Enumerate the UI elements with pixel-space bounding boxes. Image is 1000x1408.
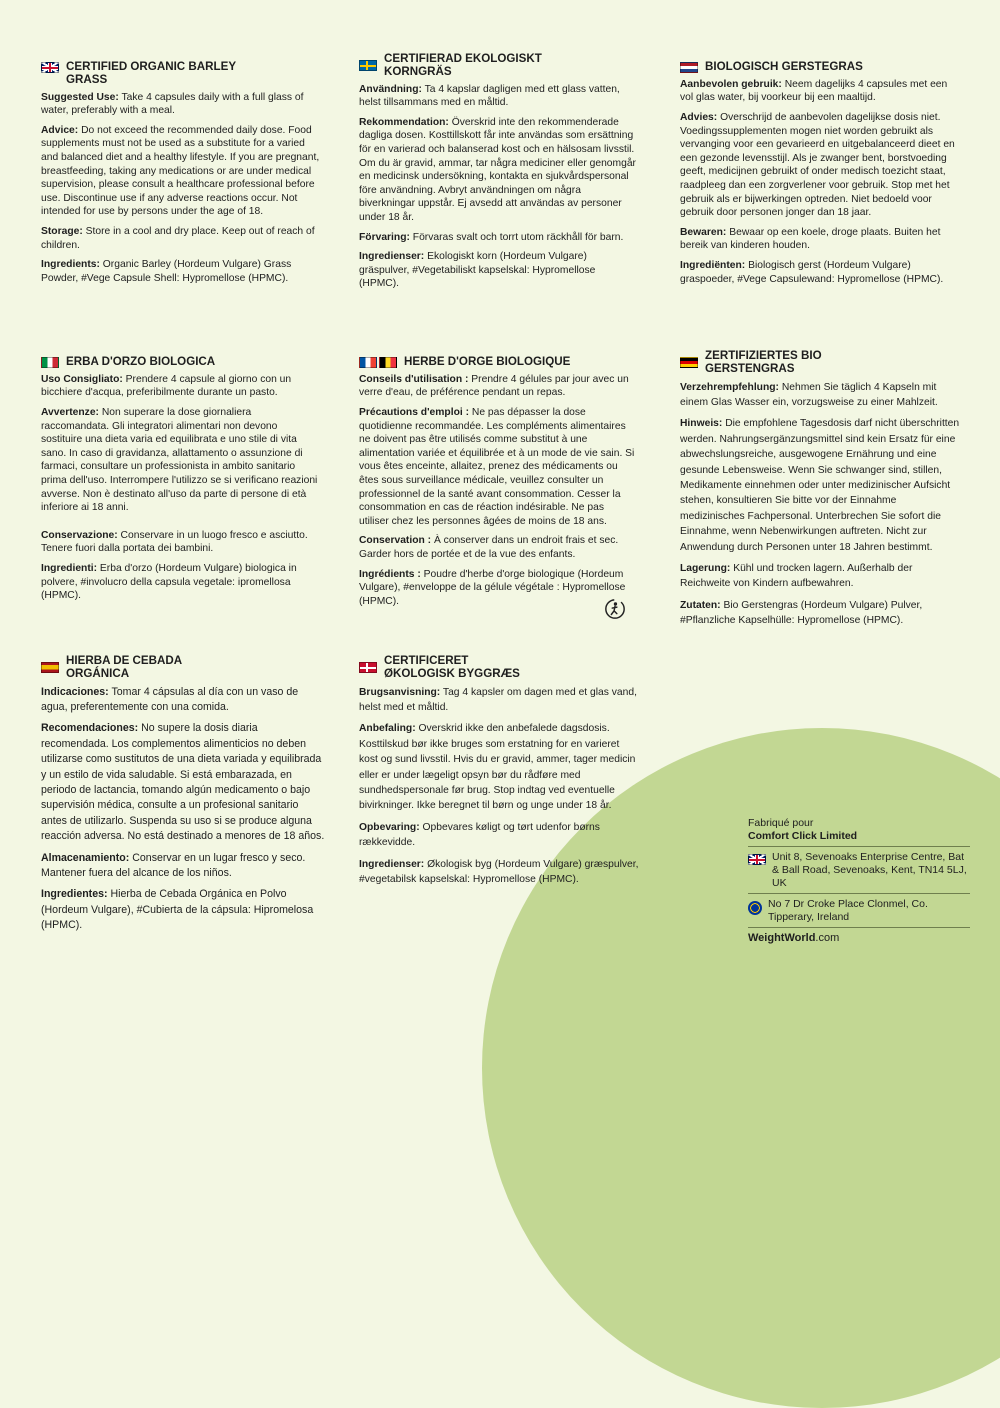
ingredients: Ingredienser: Økologisk byg (Hordeum Vulgare) græspulver, #vegetabilsk kapselskal: Hypromellose (HPMC). bbox=[359, 858, 639, 886]
section-title: HERBE D'ORGE BIOLOGIQUE bbox=[359, 356, 635, 369]
france-flag-icon bbox=[359, 357, 377, 368]
storage: Almacenamiento: Conservar en un lugar fresco y seco. Mantener fuera del alcance de los niños. bbox=[41, 851, 306, 880]
advice: Avvertenze: Non superare la dose giornaliera raccomandata. Gli integratori alimentari non devono sostituire una dieta varia ed equilibrata e uno stile di vita sano. In caso di gravidanza, allattamento o assunzione di farmaci, consultare un professionista in ambito sanitario prima dell'uso. Interrompere l'utilizzo se si verificano reazioni avverse. Non è destinato all'uso da parte di persone di età inferiore ai 18 anni. bbox=[41, 406, 318, 514]
advice: Recomendaciones: No supere la dosis diaria recomendada. Los complementos alimenticios no deben utilizarse como sustitutos de una dieta variada y equilibrada y un estilo de vida saludable. Si está embarazada, en periodo de lactancia, tomando algún medicamento o bajo supervisión médica, consulte a un profesional sanitario antes de utilizarlo. Suspenda su uso si se produce alguna reacción adversa. No está destinado a menores de 18 años. bbox=[41, 722, 325, 843]
ingredients: Ingrédients : Poudre d'herbe d'orge biologique (Hordeum Vulgare), #enveloppe de la gélule végétale : Hypromellose (HPMC). bbox=[359, 568, 626, 607]
section-danish bbox=[359, 655, 641, 893]
advice: Hinweis: Die empfohlene Tagesdosis darf nicht überschritten werden. Nahrungsergänzungsmittel sind kein Ersatz für eine abwechslungsreiche, ausgewogene Ernährung und eine gesunde Lebensweise. Wenn Sie schwanger sind, stillen, Medikamente einnehmen oder unter medizinischer Aufsicht stehen, konsultieren Sie bitte vor der Einnahme medizinisches Fachpersonal. Unterbrechen Sie sofort die Einnahme, wenn Nebenwirkungen auftreten. Nicht zur Anwendung durch Personen unter 18 Jahren bestimmt. bbox=[680, 418, 960, 553]
usage: Indicaciones: Tomar 4 cápsulas al día con un vaso de agua, preferentemente con una comida. bbox=[41, 685, 299, 713]
manufacturer-info bbox=[748, 817, 970, 945]
advice: Anbefaling: Overskrid ikke den anbefalede dagsdosis. Kosttilskud bør ikke bruges som erstatning for en varieret kost og sund livsstil. Hvis du er gravid, ammer, tager medicin eller er under lægeligt opsyn bør du rådføre med sundhedspersonale før brug. Stop indtag ved eventuelle bivirkninger. Ikke beregnet til børn og unge under 18 år. bbox=[359, 723, 636, 812]
address-uk: Unit 8, Sevenoaks Enterprise Centre, Bat & Ball Road, Sevenoaks, Kent, TN14 5LJ, UK bbox=[748, 846, 970, 893]
storage: Förvaring: Förvaras svalt och torrt utom räckhåll för barn. bbox=[359, 231, 624, 243]
spain-flag-icon bbox=[41, 662, 59, 673]
section-dutch bbox=[680, 61, 962, 292]
usage: Användning: Ta 4 kapslar dagligen med ett glass vatten, helst tillsammans med en måltid. bbox=[359, 83, 620, 109]
usage: Conseils d'utilisation : Prendre 4 gélules par jour avec un verre d'eau, de préférence pendant un repas. bbox=[359, 373, 629, 399]
storage: Conservation : À conserver dans un endroit frais et sec. Garder hors de portée et de la vue des enfants. bbox=[359, 535, 619, 560]
storage: Storage: Store in a cool and dry place. Keep out of reach of children. bbox=[41, 225, 315, 251]
storage: Bewaren: Bewaar op een koele, droge plaats. Buiten het bereik van kinderen houden. bbox=[680, 226, 941, 252]
section-title: CERTIFIED ORGANIC BARLEY GRASS bbox=[41, 61, 321, 87]
section-swedish bbox=[359, 53, 637, 297]
section-title: CERTIFICERET ØKOLOGISK BYGGRÆS bbox=[359, 655, 641, 681]
advice: Advice: Do not exceed the recommended daily dose. Food supplements must not be used as a substitute for a varied and balanced diet and a healthy lifestyle. If you are pregnant, breastfeeding, taking any medications or are under medical supervision, please consult a healthcare professional before use. Discontinue use if any adverse reactions occur. Not intended for use by persons under the age of 18. bbox=[41, 124, 320, 218]
advice: Rekommendation: Överskrid inte den rekommenderade dagliga dosen. Kosttillskott får inte användas som ersättning för en varierad och balanserad kost och en hälsosam livsstil. Om du är gravid, ammar, tar några mediciner eller genomgår en medicinsk undersökning, kontakta en sjukvårdspersonal före användning. Avbryt användningen om några biverkningar uppstår. Ej avsedd att användas av personer under 18 år. bbox=[359, 116, 636, 223]
storage: Opbevaring: Opbevares køligt og tørt udenfor børns rækkevidde. bbox=[359, 821, 600, 849]
website-link[interactable]: WeightWorld.com bbox=[748, 932, 840, 944]
uk-flag-icon bbox=[41, 62, 59, 73]
denmark-flag-icon bbox=[359, 662, 377, 673]
storage: Lagerung: Kühl und trocken lagern. Außerhalb der Reichweite von Kindern aufbewahren. bbox=[680, 563, 913, 590]
section-title: HIERBA DE CEBADA ORGÁNICA bbox=[41, 655, 327, 681]
belgium-flag-icon bbox=[379, 357, 397, 368]
ingredients: Ingredients: Organic Barley (Hordeum Vulgare) Grass Powder, #Vege Capsule Shell: Hypromellose (HPMC). bbox=[41, 259, 292, 284]
section-spanish bbox=[41, 655, 327, 940]
section-french bbox=[359, 356, 635, 614]
usage: Brugsanvisning: Tag 4 kapsler om dagen med et glas vand, helst med et måltid. bbox=[359, 686, 637, 713]
ingredients: Ingredienser: Ekologiskt korn (Hordeum Vulgare) gräspulver, #Vegetabiliskt kapselskal: Hypromellose (HPMC). bbox=[359, 251, 596, 290]
section-italian bbox=[41, 356, 321, 609]
ingredients: Ingrediënten: Biologisch gerst (Hordeum Vulgare) graspoeder, #Vege Capsulewand: Hypromellose (HPMC). bbox=[680, 259, 944, 285]
uk-flag-icon bbox=[748, 854, 766, 865]
made-for-label: Fabriqué pour bbox=[748, 817, 814, 829]
usage: Uso Consigliato: Prendere 4 capsule al giorno con un bicchiere d'acqua, preferibilmente durante un pasto. bbox=[41, 373, 292, 399]
ingredients: Ingredientes: Hierba de Cebada Orgánica en Polvo (Hordeum Vulgare), #Cubierta de la cápsula: Hipromelosa (HPMC). bbox=[41, 888, 314, 932]
section-english bbox=[41, 61, 321, 291]
company-name: Comfort Click Limited bbox=[748, 830, 858, 842]
section-title: ZERTIFIZIERTES BIO GERSTENGRAS bbox=[680, 350, 962, 376]
usage: Verzehrempfehlung: Nehmen Sie täglich 4 Kapseln mit einem Glas Wasser ein, vorzugsweise zu einer Mahlzeit. bbox=[680, 381, 938, 408]
section-german bbox=[680, 350, 962, 635]
advice: Précautions d'emploi : Ne pas dépasser la dose quotidienne recommandée. Les compléments alimentaires ne doivent pas être utilisés comme substitut à une alimentation variée et équilibrée et à un mode de vie sain. Si vous êtes enceinte, allaitez, prenez des médicaments ou êtes sous surveillance médicale, veuillez consulter un professionnel de la santé avant consommation. Cesser la consommation en cas de réaction indésirable. Ne pas utiliser chez les personnes âgées de moins de 18 ans. bbox=[359, 406, 635, 527]
section-title: CERTIFIERAD EKOLOGISKT KORNGRÄS bbox=[359, 53, 637, 79]
usage: Aanbevolen gebruik: Neem dagelijks 4 capsules met een vol glas water, bij voorkeur bij een maaltijd. bbox=[680, 78, 948, 104]
recycling-figure-icon bbox=[604, 598, 626, 620]
ingredients: Zutaten: Bio Gerstengras (Hordeum Vulgare) Pulver, #Pflanzliche Kapselhülle: Hypromellose (HPMC). bbox=[680, 599, 923, 627]
section-title: BIOLOGISCH GERSTEGRAS bbox=[680, 61, 962, 74]
section-title: ERBA D'ORZO BIOLOGICA bbox=[41, 356, 321, 369]
italy-flag-icon bbox=[41, 357, 59, 368]
eu-flag-icon bbox=[748, 901, 762, 915]
germany-flag-icon bbox=[680, 357, 698, 368]
storage: Conservazione: Conservare in un luogo fresco e asciutto. Tenere fuori dalla portata dei bambini. bbox=[41, 529, 308, 555]
advice: Advies: Overschrijd de aanbevolen dagelijkse dosis niet. Voedingssupplementen mogen niet worden gebruikt als vervanging voor een gevarieerd en uitgebalanceerd dieet en een gezonde levensstijl. Als je zwanger bent, borstvoeding geeft, medicijnen gebruikt of onder medisch toezicht staat, raadpleeg dan een zorgverlener voor gebruik. Stop met het gebruik als er bijwerkingen optreden. Niet bedoeld voor gebruik door personen jonger dan 18 jaar. bbox=[680, 111, 955, 219]
address-ireland: No 7 Dr Croke Place Clonmel, Co. Tipperary, Ireland bbox=[748, 893, 970, 928]
sweden-flag-icon bbox=[359, 60, 377, 71]
netherlands-flag-icon bbox=[680, 62, 698, 73]
suggested-use: Suggested Use: Take 4 capsules daily with a full glass of water, preferably with a meal. bbox=[41, 91, 304, 117]
ingredients: Ingredienti: Erba d'orzo (Hordeum Vulgare) biologica in polvere, #involucro della capsula vegetale: ipromellosa (HPMC). bbox=[41, 562, 297, 602]
